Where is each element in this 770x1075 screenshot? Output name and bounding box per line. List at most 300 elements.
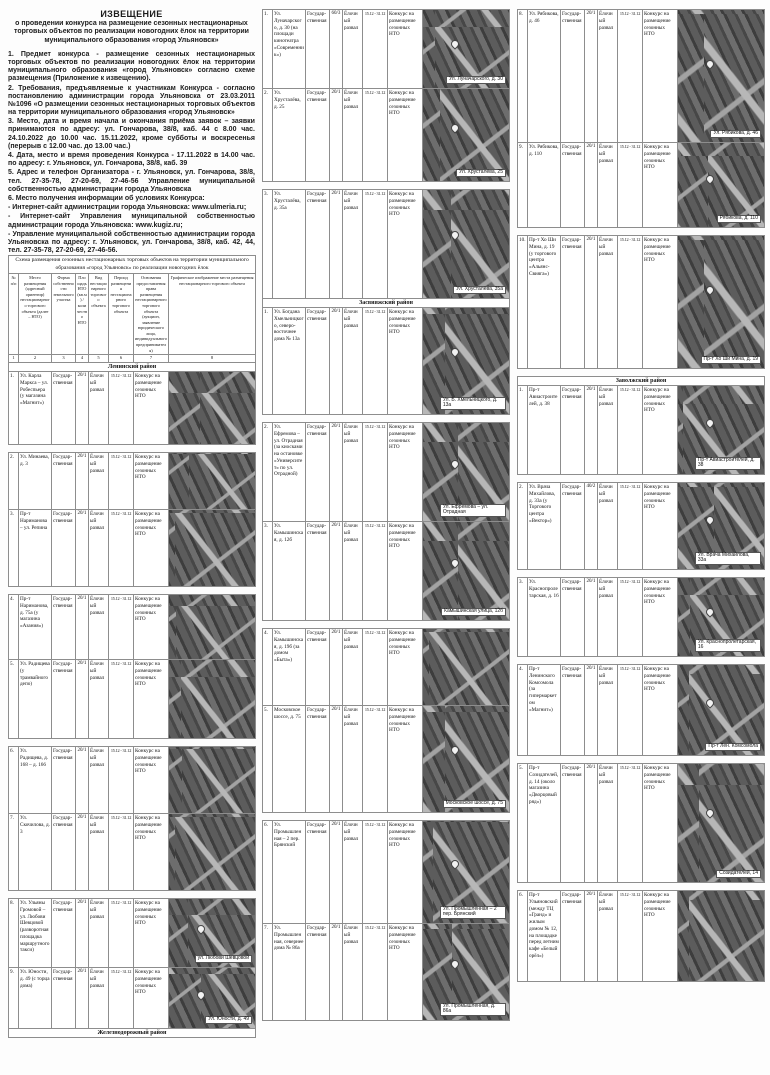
photo-cell <box>169 814 256 891</box>
notice-block <box>8 9 255 255</box>
ownership-cell: Государственная <box>306 706 330 813</box>
address-cell: Ул. Хрусталёва, д. 35а <box>273 190 306 299</box>
nto-row <box>518 386 765 475</box>
object-type-cell: Ёлочный развал <box>89 814 109 891</box>
row-number: 5. <box>9 660 19 739</box>
row-number: 1. <box>518 386 528 475</box>
photo-label: ул. Любови Шевцовой <box>195 955 252 963</box>
satellite-photo <box>678 483 764 569</box>
photo-label: Ул. Промышленная, д. 86а <box>440 1003 506 1017</box>
area-cell: 20/1 <box>330 706 343 813</box>
photo-label: Ул. Рябикова, д. 46 <box>710 130 761 138</box>
address-cell: Ул. Богдана Хмельницкого, северо-восточнее дома № 13а <box>273 308 306 415</box>
area-cell: 20/1 <box>585 764 598 883</box>
basis-cell: Конкурс на размещение сезонных НТО <box>388 423 423 522</box>
address-cell: Ул. Радищева, д. 168 – д. 166 <box>19 747 52 814</box>
schema-table-block <box>517 9 765 228</box>
basis-cell: Конкурс на размещение сезонных НТО <box>388 89 423 182</box>
period-cell: 15.12 - 31.12 <box>363 629 388 706</box>
map-pin-icon <box>704 58 715 69</box>
map-pin-icon <box>449 229 460 240</box>
satellite-photo <box>169 968 255 1028</box>
object-type-cell: Ёлочный развал <box>89 510 109 587</box>
address-cell: Пр-т Хо Ши Мина, д. 19 (у торгового центра «Альянс-Свияга») <box>528 236 561 369</box>
nto-row <box>263 89 510 182</box>
row-number: 3. <box>263 522 273 621</box>
object-type-cell: Ёлочный развал <box>598 10 618 143</box>
row-number: 2. <box>9 453 19 510</box>
address-cell: Московское шоссе, д. 75 <box>273 706 306 813</box>
object-type-cell: Ёлочный развал <box>598 891 618 982</box>
column-number: 5 <box>89 355 109 363</box>
basis-cell: Конкурс на размещение сезонных НТО <box>134 899 169 968</box>
satellite-photo <box>678 665 764 755</box>
satellite-photo <box>678 764 764 882</box>
object-type-cell: Ёлочный развал <box>343 706 363 813</box>
ownership-cell: Государственная <box>52 595 76 660</box>
schema-table-block <box>8 594 256 739</box>
map-pin-icon <box>704 173 715 184</box>
basis-cell: Конкурс на размещение сезонных НТО <box>643 891 678 982</box>
district-section-label: Ленинский район <box>9 363 256 372</box>
period-cell: 15.12 - 31.12 <box>618 764 643 883</box>
schema-title: Схема размещения сезонных нестационарных торговых объектов на территории муниципального образования «город Ульяновск» по реализации новогодних ёлок <box>9 256 256 274</box>
object-type-cell: Ёлочный развал <box>89 747 109 814</box>
district-section-row <box>9 1029 256 1038</box>
photo-cell <box>423 190 510 299</box>
ownership-cell: Государственная <box>561 386 585 475</box>
object-type-cell: Ёлочный развал <box>343 190 363 299</box>
period-cell: 15.12 - 31.12 <box>109 372 134 445</box>
schema-table-block <box>517 482 765 570</box>
satellite-photo <box>423 821 509 923</box>
satellite-photo <box>423 89 509 181</box>
photo-cell <box>169 899 256 968</box>
notice-paragraph: 4. Дата, место и время проведения Конкурса - 17.11.2022 в 14.00 час. по адресу: г. Ульяновск, ул. Гончарова, 38/8, каб. 39 <box>8 152 255 168</box>
schema-table-block <box>262 189 510 415</box>
row-number: 6. <box>9 747 19 814</box>
map-pin-icon <box>704 418 715 429</box>
photo-cell <box>169 747 256 814</box>
ownership-cell: Государственная <box>52 747 76 814</box>
address-cell: Ул. Камышинская, д. 19б (за домом «Быта») <box>273 629 306 706</box>
nto-row <box>263 924 510 1021</box>
ownership-cell: Государственная <box>561 665 585 756</box>
district-section-row <box>9 363 256 372</box>
period-cell: 15.12 - 31.12 <box>363 522 388 621</box>
schema-table-block <box>517 577 765 657</box>
photo-cell <box>169 510 256 587</box>
area-cell: 40/2 <box>585 483 598 570</box>
map-pin-icon <box>704 807 715 818</box>
schema-table-block <box>8 255 256 445</box>
basis-cell: Конкурс на размещение сезонных НТО <box>388 629 423 706</box>
address-cell: Пр-т Ульяновский (между ТЦ «Гранд» и жилым домом № 12, на площадке перед летним кафе «Белый орёл») <box>528 891 561 982</box>
row-number: 1. <box>263 10 273 89</box>
object-type-cell: Ёлочный развал <box>343 308 363 415</box>
map-pin-icon <box>449 745 460 756</box>
ownership-cell: Государственная <box>561 10 585 143</box>
address-cell: Ул. Рябикова, д. 46 <box>528 10 561 143</box>
object-type-cell: Ёлочный развал <box>598 143 618 228</box>
address-cell: Пр-т Ленинского Комсомола (за гипермаркетом «Магнит») <box>528 665 561 756</box>
basis-cell: Конкурс на размещение сезонных НТО <box>388 821 423 924</box>
row-number: 6. <box>518 891 528 982</box>
row-number: 4. <box>263 629 273 706</box>
district-section-label: Железнодорожный район <box>9 1029 256 1038</box>
basis-cell: Конкурс на размещение сезонных НТО <box>134 814 169 891</box>
address-cell: Ул. Минаева, д. 3 <box>19 453 52 510</box>
notice-paragraph: 1. Предмет конкурса - размещение сезонных нестационарных торговых объектов по реализации новогодних ёлок на территории муниципального образования «город Ульяновск» согласно схеме размещения (Приложение к извещению). <box>8 50 255 83</box>
object-type-cell: Ёлочный развал <box>343 924 363 1021</box>
district-section-row <box>518 377 765 386</box>
period-cell: 15.12 - 31.12 <box>618 10 643 143</box>
column-header: № п/п <box>9 274 19 355</box>
area-cell: 20/1 <box>585 386 598 475</box>
basis-cell: Конкурс на размещение сезонных НТО <box>388 10 423 89</box>
page-column-1 <box>8 9 255 1045</box>
object-type-cell: Ёлочный развал <box>598 236 618 369</box>
area-cell: 20/1 <box>76 372 89 445</box>
object-type-cell: Ёлочный развал <box>89 372 109 445</box>
address-cell: Ул. Луначарского, д. 30 (на площади кинотеатра «Современник») <box>273 10 306 89</box>
address-cell: Ул. Юности, д. 49 (с торца дома) <box>19 968 52 1029</box>
basis-cell: Конкурс на размещение сезонных НТО <box>643 764 678 883</box>
row-number: 4. <box>518 665 528 756</box>
basis-cell: Конкурс на размещение сезонных НТО <box>643 665 678 756</box>
ownership-cell: Государственная <box>561 143 585 228</box>
schema-table-block <box>262 422 510 621</box>
period-cell: 15.12 - 31.12 <box>618 578 643 657</box>
period-cell: 15.12 - 31.12 <box>618 236 643 369</box>
page-column-3 <box>517 9 764 989</box>
object-type-cell: Ёлочный развал <box>343 821 363 924</box>
photo-label: Ул. Хрусталёва, 35а <box>453 286 506 294</box>
photo-label: Ул. Ефремова – ул. Отрадная <box>440 504 506 518</box>
object-type-cell: Ёлочный развал <box>89 899 109 968</box>
map-pin-icon <box>449 38 460 49</box>
area-cell: 20/1 <box>585 10 598 143</box>
area-cell: 20/1 <box>76 510 89 587</box>
photo-cell <box>423 706 510 813</box>
nto-row <box>9 968 256 1029</box>
area-cell: 20/1 <box>76 453 89 510</box>
schema-table-block <box>262 9 510 182</box>
area-cell: 20/1 <box>76 595 89 660</box>
basis-cell: Конкурс на размещение сезонных НТО <box>643 236 678 369</box>
photo-cell <box>423 89 510 182</box>
map-pin-icon <box>704 698 715 709</box>
schema-header-row <box>9 274 256 355</box>
photo-label: Ул. Хрусталёва, 25 <box>456 169 506 177</box>
notice-paragraphs <box>8 51 255 255</box>
nto-row <box>518 483 765 570</box>
schema-table-block <box>517 890 765 982</box>
address-cell: Пр-т Нариманова – ул. Репина <box>19 510 52 587</box>
address-cell: Ул. Ефремова – ул. Отрадная (за киосками на остановке «Университет» по ул. Отрадной) <box>273 423 306 522</box>
object-type-cell: Ёлочный развал <box>598 764 618 883</box>
photo-label: Ул. Луначарского, д. 30 <box>446 76 506 84</box>
area-cell: 20/1 <box>76 660 89 739</box>
ownership-cell: Государственная <box>52 899 76 968</box>
photo-label: Ул. Промышленная – 2 пер. Брянский <box>440 906 506 920</box>
basis-cell: Конкурс на размещение сезонных НТО <box>643 578 678 657</box>
basis-cell: Конкурс на размещение сезонных НТО <box>134 660 169 739</box>
satellite-photo <box>423 308 509 414</box>
period-cell: 15.12 - 31.12 <box>363 924 388 1021</box>
satellite-photo <box>423 924 509 1020</box>
basis-cell: Конкурс на размещение сезонных НТО <box>388 924 423 1021</box>
period-cell: 15.12 - 31.12 <box>363 706 388 813</box>
period-cell: 15.12 - 31.12 <box>363 190 388 299</box>
row-number: 5. <box>518 764 528 883</box>
address-cell: Ул. Промышленная – 2 пер. Брянский <box>273 821 306 924</box>
period-cell: 15.12 - 31.12 <box>618 891 643 982</box>
column-header: Основания предоставления права размещения нестационарного торгового объекта (аукцион, заявление юридического лица, индивидуального предпринимателя) <box>134 274 169 355</box>
column-header: Графическое изображение места размещения нестационарного торгового объекта <box>169 274 256 355</box>
object-type-cell: Ёлочный развал <box>343 629 363 706</box>
ownership-cell: Государственная <box>306 821 330 924</box>
row-number: 1. <box>263 308 273 415</box>
satellite-photo <box>169 510 255 586</box>
row-number: 5. <box>263 706 273 813</box>
satellite-photo <box>169 660 255 738</box>
photo-cell <box>169 660 256 739</box>
photo-cell <box>423 522 510 621</box>
photo-cell <box>169 968 256 1029</box>
basis-cell: Конкурс на размещение сезонных НТО <box>643 483 678 570</box>
notice-paragraph: - Управление муниципальной собственностью администрации города Ульяновска по адресу: г. Ульяновск, ул. Гончарова, 38/8, каб. 42, 44, тел. 27-35-78, 27-20-69, 27-46-56. <box>8 230 255 255</box>
object-type-cell: Ёлочный развал <box>343 89 363 182</box>
ownership-cell: Государственная <box>52 510 76 587</box>
satellite-photo <box>423 706 509 812</box>
column-number: 7 <box>134 355 169 363</box>
photo-cell <box>678 891 765 982</box>
schema-table-block <box>517 235 765 369</box>
column-number: 2 <box>19 355 52 363</box>
row-number: 2. <box>518 483 528 570</box>
photo-cell <box>678 143 765 228</box>
ownership-cell: Государственная <box>561 483 585 570</box>
period-cell: 15.12 - 31.12 <box>109 747 134 814</box>
address-cell: Пр-т Нариманова, д. 75а (у магазина «Азания») <box>19 595 52 660</box>
object-type-cell: Ёлочный развал <box>598 386 618 475</box>
map-pin-icon <box>195 923 206 934</box>
map-pin-icon <box>195 989 206 1000</box>
column-header: Площадь НТО (кв.м) / количество НТО <box>76 274 89 355</box>
satellite-photo <box>169 453 255 509</box>
map-pin-icon <box>704 514 715 525</box>
period-cell: 15.12 - 31.12 <box>618 483 643 570</box>
photo-cell <box>423 629 510 706</box>
notice-paragraph: 6. Место получения информации об условиях Конкурса: <box>8 194 205 202</box>
nto-row <box>518 764 765 883</box>
map-pin-icon <box>449 122 460 133</box>
column-number: 1 <box>9 355 19 363</box>
column-header: Место размещения (адресный ориентир) нестационарного торгового объекта (далее – НТО) <box>19 274 52 355</box>
nto-row <box>263 629 510 706</box>
satellite-photo <box>423 522 509 620</box>
schema-table-block <box>517 376 765 475</box>
ownership-cell: Государственная <box>306 423 330 522</box>
district-section-row <box>263 299 510 308</box>
column-number: 6 <box>109 355 134 363</box>
satellite-photo <box>678 578 764 656</box>
photo-label: Пр-т Авиастроителей, д. 38 <box>695 457 761 471</box>
ownership-cell: Государственная <box>306 190 330 299</box>
column-number: 3 <box>52 355 76 363</box>
map-pin-icon <box>449 858 460 869</box>
area-cell: 20/1 <box>330 821 343 924</box>
photo-cell <box>678 665 765 756</box>
ownership-cell: Государственная <box>306 924 330 1021</box>
object-type-cell: Ёлочный развал <box>343 10 363 89</box>
nto-row <box>263 423 510 522</box>
area-cell: 60/3 <box>330 10 343 89</box>
photo-cell <box>678 483 765 570</box>
ownership-cell: Государственная <box>561 764 585 883</box>
object-type-cell: Ёлочный развал <box>89 660 109 739</box>
basis-cell: Конкурс на размещение сезонных НТО <box>134 747 169 814</box>
area-cell: 20/1 <box>330 89 343 182</box>
basis-cell: Конкурс на размещение сезонных НТО <box>388 190 423 299</box>
area-cell: 20/1 <box>330 423 343 522</box>
basis-cell: Конкурс на размещение сезонных НТО <box>388 308 423 415</box>
column-header: Период размещения нестационарного торгового объекта <box>109 274 134 355</box>
map-pin-icon <box>449 558 460 569</box>
satellite-photo <box>423 423 509 521</box>
photo-cell <box>423 423 510 522</box>
ownership-cell: Государственная <box>561 891 585 982</box>
map-pin-icon <box>449 959 460 970</box>
photo-cell <box>169 595 256 660</box>
satellite-photo <box>678 236 764 368</box>
notice-paragraph: - Интернет-сайт администрации города Ульяновска: www.ulmeria.ru; <box>8 204 247 212</box>
ownership-cell: Государственная <box>306 629 330 706</box>
basis-cell: Конкурс на размещение сезонных НТО <box>643 143 678 228</box>
schema-table-block <box>8 452 256 587</box>
row-number: 7. <box>263 924 273 1021</box>
schema-table-block <box>262 628 510 813</box>
row-number: 10. <box>518 236 528 369</box>
address-cell: Ул. Карла Маркса – ул. Робеспьера (у магазина «Магнит») <box>19 372 52 445</box>
nto-row <box>9 372 256 445</box>
schema-table-block <box>262 820 510 1021</box>
photo-label: Ул. Юности, д. 49 <box>205 1016 252 1024</box>
row-number: 1. <box>9 372 19 445</box>
ownership-cell: Государственная <box>52 453 76 510</box>
photo-label: Ул. Врача Михайлова, 33а <box>695 552 761 566</box>
address-cell: Пр-т Авиастроителей, д. 38 <box>528 386 561 475</box>
map-pin-icon <box>704 284 715 295</box>
basis-cell: Конкурс на размещение сезонных НТО <box>134 453 169 510</box>
photo-cell <box>678 236 765 369</box>
row-number: 9. <box>9 968 19 1029</box>
area-cell: 20/1 <box>330 924 343 1021</box>
period-cell: 15.12 - 31.12 <box>363 821 388 924</box>
ownership-cell: Государственная <box>561 236 585 369</box>
period-cell: 15.12 - 31.12 <box>109 660 134 739</box>
nto-row <box>9 747 256 814</box>
address-cell: Ул. Промышленная, севернее дома № 86а <box>273 924 306 1021</box>
basis-cell: Конкурс на размещение сезонных НТО <box>643 10 678 143</box>
area-cell: 20/1 <box>76 747 89 814</box>
ownership-cell: Государственная <box>52 814 76 891</box>
nto-row <box>518 578 765 657</box>
area-cell: 20/1 <box>585 891 598 982</box>
map-pin-icon <box>449 459 460 470</box>
photo-label: Ул. Краснопролетарская, 16 <box>695 639 761 653</box>
nto-row <box>518 891 765 982</box>
photo-label: Пр-т Лен. Комсомола <box>705 743 761 751</box>
satellite-photo <box>423 629 509 705</box>
object-type-cell: Ёлочный развал <box>89 453 109 510</box>
column-header: Вид нестационарного торгового объекта <box>89 274 109 355</box>
row-number: 8. <box>518 10 528 143</box>
photo-cell <box>423 924 510 1021</box>
row-number: 4. <box>9 595 19 660</box>
nto-row <box>263 821 510 924</box>
ownership-cell: Государственная <box>52 968 76 1029</box>
photo-cell <box>423 308 510 415</box>
row-number: 2. <box>263 89 273 182</box>
address-cell: Ул. Радищева (у трамвайного депо) <box>19 660 52 739</box>
row-number: 3. <box>518 578 528 657</box>
address-cell: Пр-т Созидателей, д. 14 (около магазина «Дворцовый ряд») <box>528 764 561 883</box>
address-cell: Ул. Краснопролетарская, д. 16 <box>528 578 561 657</box>
ownership-cell: Государственная <box>52 372 76 445</box>
object-type-cell: Ёлочный развал <box>343 423 363 522</box>
ownership-cell: Государственная <box>52 660 76 739</box>
nto-row <box>263 10 510 89</box>
basis-cell: Конкурс на размещение сезонных НТО <box>388 522 423 621</box>
object-type-cell: Ёлочный развал <box>343 522 363 621</box>
schema-table-block <box>8 898 256 1038</box>
schema-title-row <box>9 256 256 274</box>
area-cell: 20/1 <box>585 143 598 228</box>
area-cell: 20/1 <box>76 814 89 891</box>
row-number: 8. <box>9 899 19 968</box>
basis-cell: Конкурс на размещение сезонных НТО <box>388 706 423 813</box>
nto-row <box>263 190 510 299</box>
schema-table-block <box>8 746 256 891</box>
nto-row <box>9 660 256 739</box>
period-cell: 15.12 - 31.12 <box>109 968 134 1029</box>
schema-table-block <box>517 664 765 756</box>
photo-label: Созидателей, 14 <box>716 870 761 878</box>
photo-label: Ул. Б. Хмельницкого, д. 13а <box>440 397 506 411</box>
period-cell: 15.12 - 31.12 <box>109 453 134 510</box>
period-cell: 15.12 - 31.12 <box>109 814 134 891</box>
ownership-cell: Государственная <box>306 308 330 415</box>
notice-paragraph: 2. Требования, предъявляемые к участникам Конкурса - согласно постановлению администрации города Ульяновска от 23.03.2011 №1096 «О размещении сезонных нестационарных торговых объектов на территории муниципального образования «город Ульяновск» <box>8 84 255 117</box>
notice-title: ИЗВЕЩЕНИЕ <box>100 9 163 19</box>
column-number: 8 <box>169 355 256 363</box>
period-cell: 15.12 - 31.12 <box>109 510 134 587</box>
nto-row <box>263 308 510 415</box>
nto-row <box>263 522 510 621</box>
satellite-photo <box>169 814 255 890</box>
nto-row <box>518 236 765 369</box>
notice-paragraph: 3. Место, дата и время начала и окончания приёма заявок – заявки принимаются по адресу: ул. Гончарова, 38/8, каб. 44 с 8.00 час. 24.10.2022 до 10.00 час. 15.11.2022, кроме субботы и воскресенья (перерыв с 12.00 час. до 13.00 час.) <box>8 118 255 150</box>
area-cell: 20/1 <box>76 968 89 1029</box>
satellite-photo <box>423 190 509 298</box>
address-cell: Ул. Рябикова, д. 110 <box>528 143 561 228</box>
satellite-photo <box>678 10 764 142</box>
photo-label: Пр-т Хо Ши Мина, д. 19 <box>701 356 761 364</box>
basis-cell: Конкурс на размещение сезонных НТО <box>134 372 169 445</box>
ownership-cell: Государственная <box>561 578 585 657</box>
